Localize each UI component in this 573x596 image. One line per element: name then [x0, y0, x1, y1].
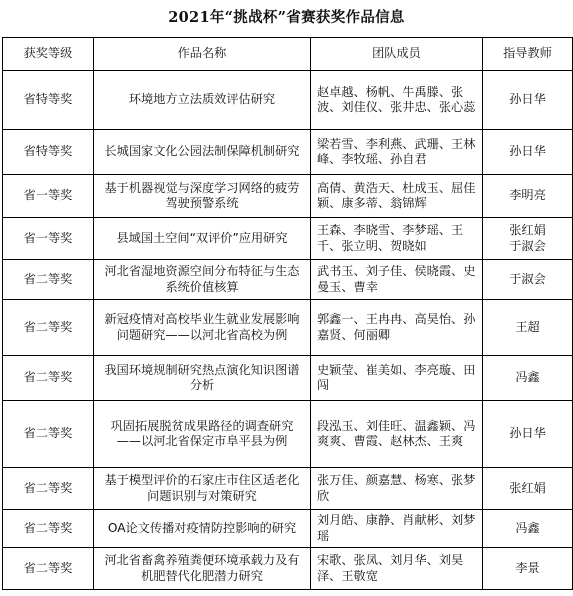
advisor-cell: 孙日华 — [483, 71, 573, 130]
advisor-cell: 孙日华 — [483, 130, 573, 175]
work-name-cell: 基于机器视觉与深度学习网络的疲劳驾驶预警系统 — [94, 175, 311, 218]
advisor-cell: 于淑会 — [483, 260, 573, 300]
table-row — [3, 260, 573, 300]
advisor-cell: 张红娟 于淑会 — [483, 218, 573, 260]
work-name-cell: 河北省畜禽养殖粪便环境承载力及有机肥替代化肥潜力研究 — [94, 548, 311, 590]
team-members-cell: 高倩、黄浩天、杜成玉、屈佳颖、康多蒂、翁锦辉 — [311, 175, 483, 218]
table-row — [3, 468, 573, 510]
work-name-cell: 长城国家文化公园法制保障机制研究 — [94, 130, 311, 175]
table-row — [3, 548, 573, 590]
table-row — [3, 175, 573, 218]
table-row — [3, 356, 573, 401]
header-work-name: 作品名称 — [94, 38, 311, 71]
award-level-cell: 省特等奖 — [3, 71, 94, 130]
header-team-members: 团队成员 — [311, 38, 483, 71]
work-name-cell: OA论文传播对疫情防控影响的研究 — [94, 510, 311, 548]
table-row — [3, 510, 573, 548]
team-members-cell: 刘月皓、康静、肖献彬、刘梦瑶 — [311, 510, 483, 548]
award-level-cell: 省特等奖 — [3, 130, 94, 175]
work-name-cell: 基于模型评价的石家庄市住区适老化问题识别与对策研究 — [94, 468, 311, 510]
team-members-cell: 段泓玉、刘佳旺、温鑫颖、冯爽爽、曹霞、赵林杰、王爽 — [311, 401, 483, 468]
team-members-cell: 郭鑫一、王冉冉、高昊怡、孙嘉贤、何丽卿 — [311, 300, 483, 356]
table-header-row — [3, 38, 573, 71]
header-award-level: 获奖等级 — [3, 38, 94, 71]
team-members-cell: 史颖莹、崔美如、李亮璇、田闯 — [311, 356, 483, 401]
team-members-cell: 王森、李晓雪、李梦瑶、王千、张立明、贺晓如 — [311, 218, 483, 260]
team-members-cell: 宋歌、张凤、刘月华、刘昊泽、王敬宽 — [311, 548, 483, 590]
table-row — [3, 218, 573, 260]
work-name-cell: 县域国土空间“双评价”应用研究 — [94, 218, 311, 260]
team-members-cell: 赵卓越、杨帆、牛禹滕、张波、刘佳仪、张井忠、张心蕊 — [311, 71, 483, 130]
work-name-cell: 巩固拓展脱贫成果路径的调查研究——以河北省保定市阜平县为例 — [94, 401, 311, 468]
team-members-cell: 梁若雪、李利燕、武珊、王林峰、李牧瑶、孙自君 — [311, 130, 483, 175]
awards-table — [2, 37, 573, 590]
work-name-cell: 新冠疫情对高校毕业生就业发展影响问题研究——以河北省高校为例 — [94, 300, 311, 356]
award-level-cell: 省二等奖 — [3, 548, 94, 590]
award-level-cell: 省一等奖 — [3, 218, 94, 260]
award-level-cell: 省二等奖 — [3, 401, 94, 468]
award-level-cell: 省二等奖 — [3, 356, 94, 401]
award-level-cell: 省二等奖 — [3, 468, 94, 510]
advisor-cell: 张红娟 — [483, 468, 573, 510]
award-level-cell: 省二等奖 — [3, 300, 94, 356]
page-title: 2021年“挑战杯”省赛获奖作品信息 — [168, 9, 405, 26]
table-row — [3, 71, 573, 130]
advisor-cell: 冯鑫 — [483, 356, 573, 401]
advisor-cell: 孙日华 — [483, 401, 573, 468]
header-advisor: 指导教师 — [483, 38, 573, 71]
work-name-cell: 河北省湿地资源空间分布特征与生态系统价值核算 — [94, 260, 311, 300]
work-name-cell: 我国环境规制研究热点演化知识图谱分析 — [94, 356, 311, 401]
award-level-cell: 省二等奖 — [3, 510, 94, 548]
advisor-cell: 李景 — [483, 548, 573, 590]
table-row — [3, 130, 573, 175]
award-level-cell: 省一等奖 — [3, 175, 94, 218]
table-row — [3, 401, 573, 468]
advisor-cell: 王超 — [483, 300, 573, 356]
award-level-cell: 省二等奖 — [3, 260, 94, 300]
advisor-cell: 冯鑫 — [483, 510, 573, 548]
work-name-cell: 环境地方立法质效评估研究 — [94, 71, 311, 130]
team-members-cell: 张万佳、颜嘉慧、杨寒、张梦欣 — [311, 468, 483, 510]
advisor-cell: 李明亮 — [483, 175, 573, 218]
table-row — [3, 300, 573, 356]
team-members-cell: 武书玉、刘子佳、侯晓霞、史曼玉、曹幸 — [311, 260, 483, 300]
